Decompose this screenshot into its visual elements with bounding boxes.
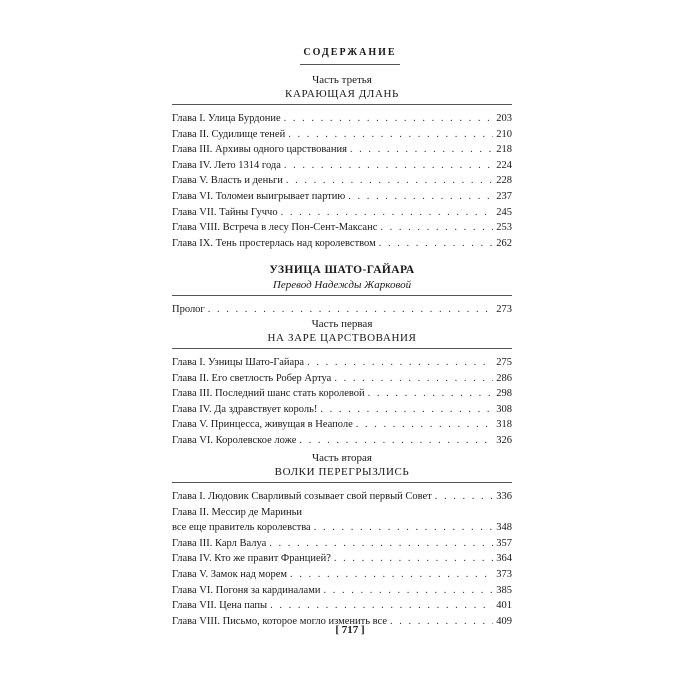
header-rule <box>300 64 400 65</box>
book-two-section <box>172 263 512 318</box>
page-number: [ 717 ] <box>335 624 365 636</box>
toc-entry: Глава I. Улица Бурдоние . . . 203 <box>172 111 512 127</box>
toc-entry: Глава II. Его светлость Робер Артуа . . . 286 <box>172 371 512 387</box>
toc-entry: Глава VI. Погоня за кардиналами . . . 385 <box>172 583 512 599</box>
toc-entry-prologue: Пролог . . . 273 <box>172 302 512 318</box>
toc-entry-line: Глава II. Мессир де Мариньи <box>172 506 302 518</box>
section-rule <box>172 295 512 296</box>
toc-entry: Глава VI. Королевское ложе . . . 326 <box>172 433 512 449</box>
toc-entry: Глава VII. Цена папы . . . 401 <box>172 598 512 614</box>
part-three-section <box>172 73 512 251</box>
toc-entry: все еще правитель королевства . . . 348 <box>172 520 512 536</box>
toc-entry: Глава III. Последний шанс стать королевой . . . 298 <box>172 386 512 402</box>
toc-entry: Глава III. Карл Валуа . . . 357 <box>172 536 512 552</box>
part-three-label: Часть третья <box>312 74 372 86</box>
toc-entry: Глава IV. Да здравствует король! . . . 308 <box>172 402 512 418</box>
part-two-label: Часть вторая <box>311 452 372 464</box>
part-two-title: ВОЛКИ ПЕРЕГРЫЗЛИСЬ <box>274 466 410 478</box>
section-rule <box>172 104 512 105</box>
part-three-title: КАРАЮЩАЯ ДЛАНЬ <box>285 88 399 100</box>
part-one-label: Часть первая <box>311 318 373 330</box>
toc-entry: Глава VII. Тайны Гуччо . . . 245 <box>172 205 512 221</box>
toc-entry: Глава II. Судилище теней . . . 210 <box>172 127 512 143</box>
book-two-title: УЗНИЦА ШАТО-ГАЙАРА <box>269 264 415 276</box>
toc-entry: Глава V. Замок над морем . . . 373 <box>172 567 512 583</box>
part-two-section <box>172 451 512 629</box>
toc-entry: Глава VIII. Письмо, которое могло изменить все . . . 409 <box>172 614 512 630</box>
toc-entry: Глава IV. Лето 1314 года . . . 224 <box>172 158 512 174</box>
part-three-entries <box>172 111 512 251</box>
page-header: СОДЕРЖАНИЕ <box>303 47 397 58</box>
book-two-translator: Перевод Надежды Жарковой <box>272 279 412 291</box>
toc-entry: Глава III. Архивы одного царствования . . . 218 <box>172 142 512 158</box>
toc-entry: Глава V. Власть и деньги . . . 228 <box>172 173 512 189</box>
toc-entry: Глава IV. Кто же правит Францией? . . . 364 <box>172 551 512 567</box>
toc-entry: Глава IX. Тень простерлась над королевством . . . 262 <box>172 236 512 252</box>
section-rule <box>172 482 512 483</box>
toc-entry: Глава I. Узницы Шато-Гайара . . . 275 <box>172 355 512 371</box>
toc-entry: Глава VIII. Встреча в лесу Пон-Сент-Максанс . . . 253 <box>172 220 512 236</box>
part-one-title: НА ЗАРЕ ЦАРСТВОВАНИЯ <box>267 332 417 344</box>
section-rule <box>172 348 512 349</box>
toc-entry: Глава V. Принцесса, живущая в Неаполе . . . 318 <box>172 417 512 433</box>
part-one-section <box>172 317 512 449</box>
toc-entry: Глава I. Людовик Сварливый созывает свой первый Совет . . . 336 <box>172 489 512 505</box>
toc-entry: Глава VI. Толомеи выигрывает партию . . . 237 <box>172 189 512 205</box>
